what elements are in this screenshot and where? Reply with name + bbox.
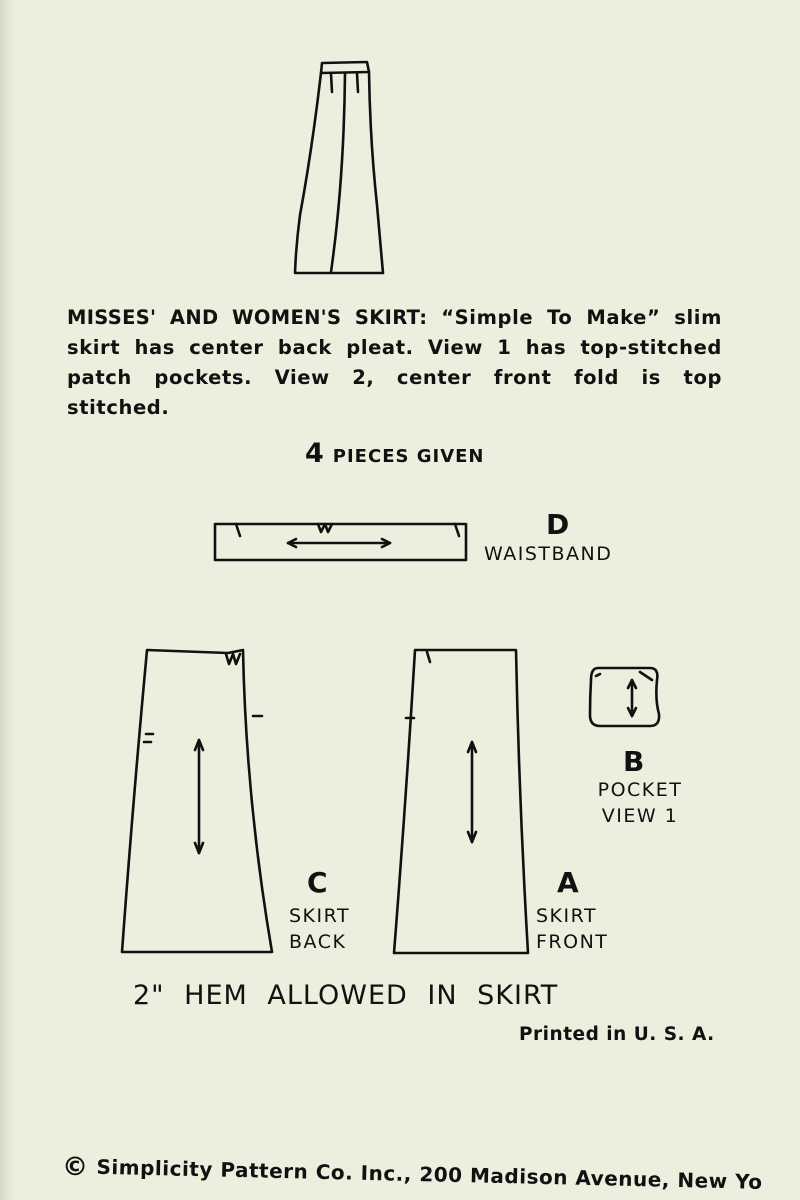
skirt-front-letter: A: [557, 866, 579, 899]
pieces-count: 4: [305, 438, 325, 469]
waistband-letter: D: [546, 508, 570, 541]
skirt-back-label-line1: SKIRT: [289, 905, 351, 927]
skirt-front-piece: [394, 650, 528, 953]
pocket-letter: B: [623, 745, 645, 778]
copyright-text: Simplicity Pattern Co. Inc., 200 Madison Avenue, New Yo: [96, 1154, 763, 1194]
pocket-label-line1: POCKET: [597, 779, 683, 801]
description-lead: MISSES' AND WOMEN'S SKIRT:: [67, 306, 428, 329]
skirt-front-label-line2: FRONT: [536, 931, 609, 953]
skirt-back-label-line2: BACK: [289, 931, 347, 953]
hem-note: 2" HEM ALLOWED IN SKIRT: [133, 980, 559, 1011]
pieces-given-label: PIECES GIVEN: [332, 446, 485, 467]
description-body: “Simple To Make” slim skirt has center back pleat. View 1 has top-stitched patch pockets. View 2, center front fold is top stitched.: [67, 306, 723, 419]
skirt-back-label: [289, 903, 350, 955]
skirt-back-letter: C: [307, 866, 328, 899]
pieces-given: [305, 438, 484, 469]
printed-in: Printed in U. S. A.: [519, 1024, 715, 1045]
pattern-description: [67, 303, 722, 423]
waistband-label: WAISTBAND: [484, 543, 613, 565]
skirt-front-label-line1: SKIRT: [536, 905, 598, 927]
skirt-back-piece: [122, 650, 272, 952]
skirt-front-label: [536, 903, 608, 955]
pocket-label: [592, 777, 688, 829]
waistband-piece: [215, 524, 466, 560]
skirt-sketch: [295, 62, 383, 273]
pocket-piece: [590, 668, 659, 726]
copyright-icon: ©: [61, 1152, 89, 1183]
pocket-label-line2: VIEW 1: [601, 805, 679, 827]
